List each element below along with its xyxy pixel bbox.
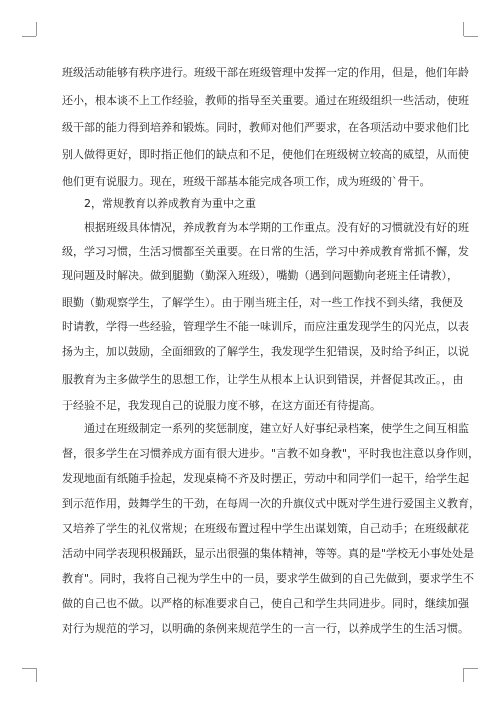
text-line: 发现地面有纸随手捡起，发现桌椅不齐及时摆正，劳动中和同学们一起干，给学生起 [62,472,469,485]
crop-mark-top-right [463,22,464,36]
text-line: 通过在班级制定一系列的奖惩制度，建立好人好事纪录档案，使学生之间互相监 [84,422,469,435]
crop-mark-bottom-left [22,668,36,669]
text-line: 他们更有说服力。现在，班级干部基本能完成各项工作，成为班级的`骨干。 [62,175,431,188]
text-line: 别人做得更好，即时指正他们的缺点和不足，使他们在班级树立较高的威望，从而使 [62,148,469,161]
text-line: 还小，根本谈不上工作经验，教师的指导至关重要。通过在班级组织一些活动，使班 [62,94,469,107]
text-line: 于经验不足，我发现自己的说服力度不够，在这方面还有待提高。 [62,399,381,412]
crop-mark-top-right [464,36,478,37]
text-line: 教育"。同时，我将自己视为学生中的一员，要求学生做到的自己先做到，要求学生不 [62,572,475,585]
section-heading: 2，常规教育以养成教育为重中之重 [84,197,256,210]
text-line: 督，很多学生在习惯养成方面有很大进步。"言教不如身教"，平时我也注意以身作则， [62,447,480,460]
crop-mark-bottom-left [36,668,37,682]
text-line: 级干部的能力得到培养和锻炼。同时，教师对他们严要求，在各项活动中要求他们比 [62,121,469,134]
crop-mark-bottom-right [464,668,478,669]
text-line: 时请教，学得一些经验，管理学生不能一味训斥，而应注重发现学生的闪光点，以表 [62,320,469,333]
text-line: 做的自己也不做。以严格的标准要求自己，使自己和学生共同进步。同时，继续加强 [62,597,469,610]
text-line: 对行为规范的学习，以明确的条例来规范学生的一言一行，以养成学生的生活习惯。 [62,622,469,635]
text-line: 扬为主，加以鼓励，全面细致的了解学生，我发现学生犯错误，及时给予纠正，以说 [62,345,469,358]
text-line: 到示范作用，鼓舞学生的干劲，在每周一次的升旗仪式中既对学生进行爱国主义教育， [62,497,480,510]
text-line: 现问题及时解决。做到腿勤（勤深入班级），嘴勤（遇到问题勤向老班主任请教）， [62,269,458,282]
text-line: 眼勤（勤观察学生，了解学生）。由于刚当班主任，对一些工作找不到头绪，我便及 [62,296,464,309]
text-line: 根据班级具体情况，养成教育为本学期的工作重点。没有好的习惯就没有好的班 [84,221,469,234]
text-line: 又培养了学生的礼仪常规；在班级布置过程中学生出谋划策，自己动手；在班级献花 [62,522,469,535]
crop-mark-bottom-right [463,668,464,682]
text-line: 活动中同学表现积极踊跃，显示出很强的集体精神，等等。真的是"学校无小事处处是 [62,547,475,560]
text-line: 级，学习习惯，生活习惯都至关重要。在日常的生活，学习中养成教育常抓不懈，发 [62,245,469,258]
crop-mark-top-left [22,36,36,37]
text-line: 服教育为主多做学生的思想工作，让学生从根本上认识到错误，并督促其改正。，由 [62,373,464,386]
crop-mark-top-left [36,22,37,36]
text-line: 班级活动能够有秩序进行。班级干部在班级管理中发挥一定的作用，但是，他们年龄 [62,66,469,79]
